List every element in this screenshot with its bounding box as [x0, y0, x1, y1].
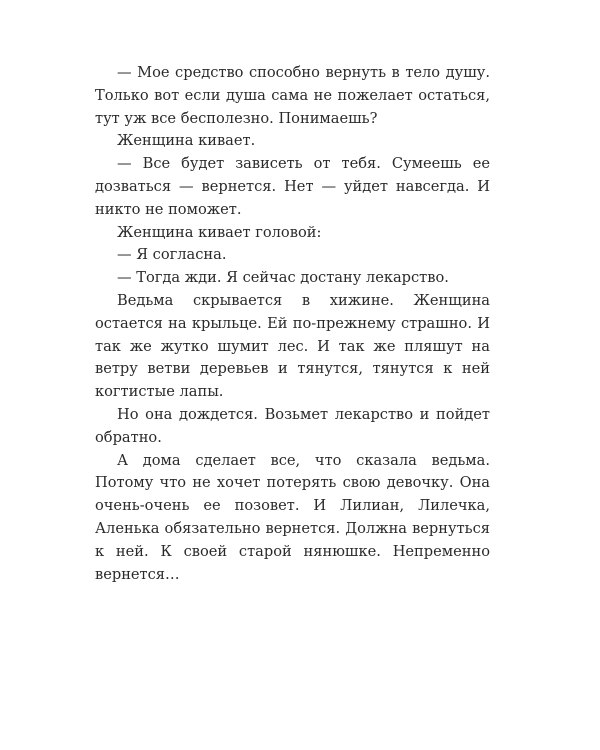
paragraph-9: А дома сделает все, что сказала ведьма. Потому что не хочет потерять свою девочку. Она очень-очень ее позовет. И Лилиан, Лилечка, Аленька обязательно вернется. Должна вернуться к ней. К своей старой нянюшке. Непременно вернется…: [95, 451, 490, 583]
paragraph-6: — Тогда жди. Я сейчас достану лекарство.: [117, 269, 449, 287]
paragraph-4: Женщина кивает головой:: [117, 223, 322, 241]
page-text: [95, 62, 490, 586]
paragraph-3: — Все будет зависеть от тебя. Сумеешь ее дозваться — вернется. Нет — уйдет навсегда. И никто не поможет.: [95, 155, 490, 218]
paragraph-2: Женщина кивает.: [117, 132, 256, 150]
paragraph-7: Ведьма скрывается в хижине. Женщина остается на крыльце. Ей по-прежнему страшно. И так же жутко шумит лес. И так же пляшут на ветру ветви деревьев и тянутся, тянутся к ней когтистые лапы.: [95, 291, 490, 401]
paragraph-8: Но она дождется. Возьмет лекарство и пойдет обратно.: [95, 405, 490, 446]
paragraph-5: — Я согласна.: [117, 246, 227, 264]
paragraph-1: — Мое средство способно вернуть в тело душу. Только вот если душа сама не пожелает остаться, тут уж все бесполезно. Понимаешь?: [95, 64, 490, 127]
